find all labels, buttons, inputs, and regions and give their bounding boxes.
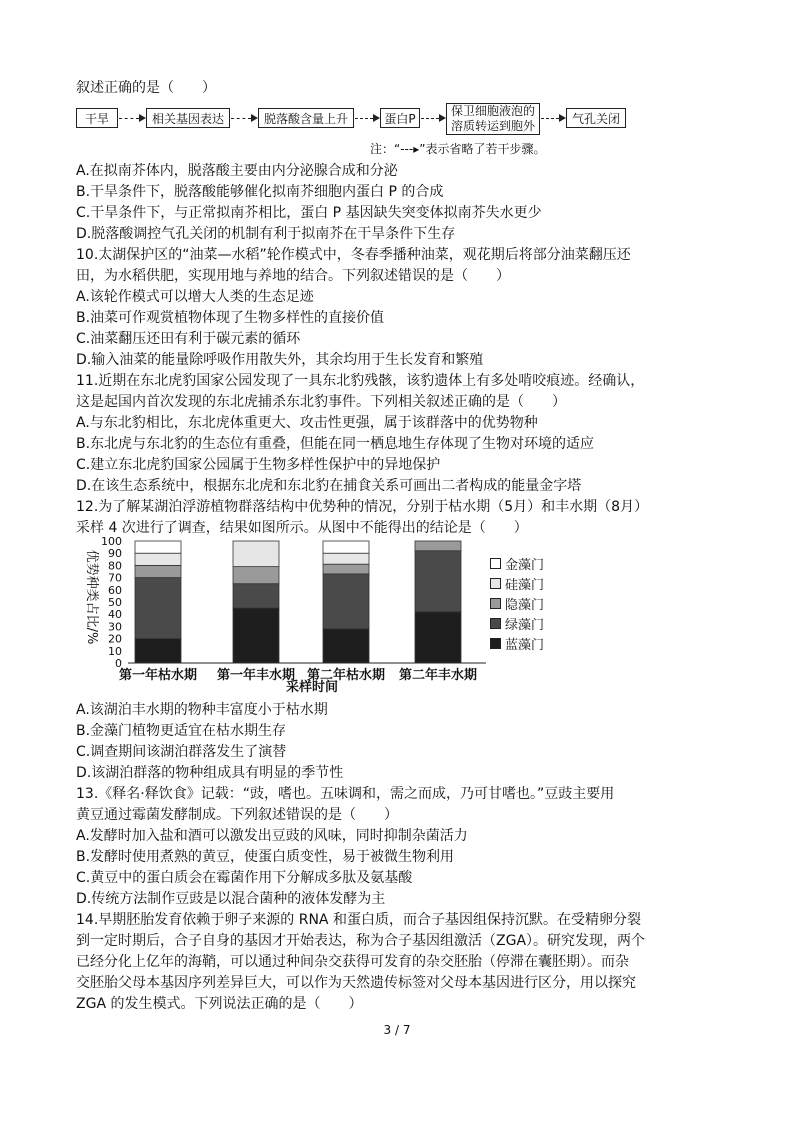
legend-item-lanzao	[490, 633, 544, 653]
bar-segment	[415, 612, 461, 663]
bar-segment	[135, 639, 181, 663]
q11-stem-2: 这是起国内首次发现的东北虎捕杀东北豹事件。下列相关叙述正确的是（ ）	[76, 394, 566, 410]
bar-segment	[135, 541, 181, 553]
bar-segment	[415, 541, 461, 551]
legend-swatch-guizao	[490, 578, 501, 589]
legend-label-guizao: 硅藻门	[505, 577, 545, 593]
bar-segment	[323, 553, 369, 564]
bar-segment	[415, 551, 461, 612]
legend-label-lanzao: 蓝藻门	[505, 637, 545, 653]
q9-option-a: A.在拟南芥体内，脱落酸主要由内分泌腺合成和分泌	[76, 163, 398, 179]
legend-swatch-jinzao	[490, 558, 501, 569]
q10-option-c: C.油菜翻压还田有利于碳元素的循环	[76, 331, 301, 347]
flow-step-aba-rise: 脱落酸含量上升	[258, 108, 354, 128]
flow-step-gene-expression: 相关基因表达	[146, 108, 230, 128]
legend-swatch-yinzao	[490, 598, 501, 609]
y-tick-label: 20	[108, 632, 122, 646]
flow-arrow-2	[231, 118, 251, 119]
flow-arrow-5	[541, 118, 559, 119]
flow-step-solute-transport: 保卫细胞液泡的溶质转运到胞外	[446, 103, 540, 135]
abscisic-acid-flowchart	[76, 100, 726, 140]
dominant-species-bar-chart	[76, 535, 556, 697]
bar-segment	[323, 574, 369, 629]
legend-swatch-lvzao	[490, 618, 501, 629]
legend-label-yinzao: 隐藻门	[505, 597, 545, 613]
y-axis-label: 优势种类占比/%	[84, 549, 99, 645]
legend-item-lvzao	[490, 613, 544, 633]
bar-segment	[233, 567, 279, 584]
flow-arrow-3	[355, 118, 373, 119]
q13-stem-1: 13.《释名·释饮食》记载：“豉，嗜也。五味调和，需之而成，乃可甘嗜也。”豆豉主要用	[76, 786, 615, 802]
legend-label-jinzao: 金藻门	[505, 557, 545, 573]
bar-segment	[233, 584, 279, 608]
y-tick-label: 40	[108, 608, 122, 622]
flow-step-protein-p: 蛋白P	[380, 108, 420, 128]
q9-option-c: C.干旱条件下，与正常拟南芥相比，蛋白 P 基因缺失突变体拟南芥失水更少	[76, 205, 542, 221]
q14-stem-2: 到一定时期后，合子自身的基因才开始表达，称为合子基因组激活（ZGA）。研究发现，两个	[76, 933, 646, 949]
q14-stem-5: ZGA 的发生模式。下列说法正确的是（ ）	[76, 996, 363, 1012]
bar-segment	[135, 578, 181, 639]
flow-arrow-1-head	[139, 114, 146, 122]
bar-segment	[233, 541, 279, 567]
q10-stem-1: 10.太湖保护区的“油菜—水稻”轮作模式中，冬春季播种油菜，观花期后将部分油菜翻压还	[76, 247, 631, 263]
q13-option-a: A.发酵时加入盐和酒可以激发出豆豉的风味，同时抑制杂菌活力	[76, 828, 468, 844]
q12-option-b: B.金藻门植物更适宜在枯水期生存	[76, 723, 287, 739]
bar-segment	[323, 629, 369, 663]
y-tick-label: 100	[101, 535, 122, 548]
q11-option-d: D.在该生态系统中，根据东北虎和东北豹在捕食关系可画出二者构成的能量金字塔	[76, 478, 582, 494]
q10-option-d: D.输入油菜的能量除呼吸作用散失外，其余均用于生长发育和繁殖	[76, 352, 484, 368]
y-tick-label: 10	[108, 644, 122, 658]
q9-option-b: B.干旱条件下，脱落酸能够催化拟南芥细胞内蛋白 P 的合成	[76, 184, 444, 200]
x-tick-label: 第一年枯水期	[118, 668, 198, 683]
x-tick-label: 第二年丰水期	[398, 668, 478, 683]
y-tick-label: 60	[108, 583, 122, 597]
legend-item-jinzao	[490, 553, 544, 573]
flow-arrow-3-head	[373, 114, 380, 122]
bars	[135, 541, 461, 663]
q10-option-b: B.油菜可作观赏植物体现了生物多样性的直接价值	[76, 310, 385, 326]
bar-segment	[135, 565, 181, 577]
legend-label-lvzao: 绿藻门	[505, 617, 545, 633]
q11-option-b: B.东北虎与东北豹的生态位有重叠，但能在同一栖息地生存体现了生物对环境的适应	[76, 436, 595, 452]
page-number: 3 / 7	[383, 1023, 411, 1037]
q12-option-a: A.该湖泊丰水期的物种丰富度小于枯水期	[76, 702, 328, 718]
q9-option-d: D.脱落酸调控气孔关闭的机制有利于拟南芥在干旱条件下生存	[76, 226, 456, 242]
q13-option-b: B.发酵时使用煮熟的黄豆，使蛋白质变性，易于被微生物利用	[76, 849, 455, 865]
flow-arrow-4	[421, 118, 439, 119]
q13-option-c: C.黄豆中的蛋白质会在霉菌作用下分解成多肽及氨基酸	[76, 870, 413, 886]
q10-option-a: A.该轮作模式可以增大人类的生态足迹	[76, 289, 314, 305]
flowchart-note: 注：“---▸”表示省略了若干步骤。	[370, 142, 546, 156]
q11-option-c: C.建立东北虎豹国家公园属于生物多样性保护中的异地保护	[76, 457, 441, 473]
x-axis-label: 采样时间	[285, 680, 339, 695]
chart-legend	[490, 553, 544, 653]
q12-option-d: D.该湖泊群落的物种组成具有明显的季节性	[76, 765, 344, 781]
flow-arrow-4-head	[439, 114, 446, 122]
y-tick-label: 50	[108, 596, 122, 609]
y-tick-label: 0	[115, 657, 122, 670]
y-tick-label: 70	[108, 571, 122, 585]
legend-item-yinzao	[490, 593, 544, 613]
flow-arrow-1	[119, 118, 139, 119]
q10-stem-2: 田，为水稻供肥，实现用地与养地的结合。下列叙述错误的是（ ）	[76, 268, 510, 284]
q12-stem-1: 12.为了解某湖泊浮游植物群落结构中优势种的情况，分别于枯水期（5月）和丰水期（8月）	[76, 499, 649, 515]
q13-stem-2: 黄豆通过霉菌发酵制成。下列叙述错误的是（ ）	[76, 807, 398, 823]
x-tick-label: 第一年丰水期	[216, 668, 296, 683]
x-tick-label: 第二年枯水期	[306, 668, 386, 683]
flow-step-stomata-close: 气孔关闭	[566, 108, 626, 128]
flow-step-drought: 干旱	[76, 108, 118, 128]
q12-option-c: C.调查期间该湖泊群落发生了演替	[76, 744, 287, 760]
q13-option-d: D.传统方法制作豆豉是以混合菌种的液体发酵为主	[76, 891, 386, 907]
flow-arrow-2-head	[251, 114, 258, 122]
legend-item-guizao	[490, 573, 544, 593]
bar-segment	[233, 608, 279, 663]
y-tick-label: 90	[108, 547, 122, 561]
q14-stem-3: 已经分化上亿年的海鞘，可以通过种间杂交获得可发育的杂交胚胎（停滞在囊胚期）。而杂	[76, 954, 629, 970]
q14-stem-1: 14.早期胚胎发育依赖于卵子来源的 RNA 和蛋白质，而合子基因组保持沉默。在受精卵分裂	[76, 912, 641, 928]
legend-swatch-lanzao	[490, 638, 501, 649]
y-tick-label: 30	[108, 620, 122, 634]
q14-stem-4: 交胚胎父母本基因序列差异巨大，可以作为天然遗传标签对父母本基因进行区分，用以探究	[76, 975, 636, 991]
bar-segment	[135, 553, 181, 565]
bar-segment	[323, 541, 369, 553]
q11-stem-1: 11.近期在东北虎豹国家公园发现了一具东北豹残骸，该豹遗体上有多处啃咬痕迹。经确认，	[76, 373, 645, 389]
y-tick-label: 80	[108, 559, 122, 573]
flow-arrow-5-head	[559, 114, 566, 122]
q9-stem-tail: 叙述正确的是（ ）	[76, 80, 216, 96]
bar-segment	[323, 564, 369, 574]
q11-option-a: A.与东北豹相比，东北虎体重更大、攻击性更强，属于该群落中的优势物种	[76, 415, 538, 431]
q12-stem-2: 采样 4 次进行了调查，结果如图所示。从图中不能得出的结论是（ ）	[76, 520, 528, 536]
